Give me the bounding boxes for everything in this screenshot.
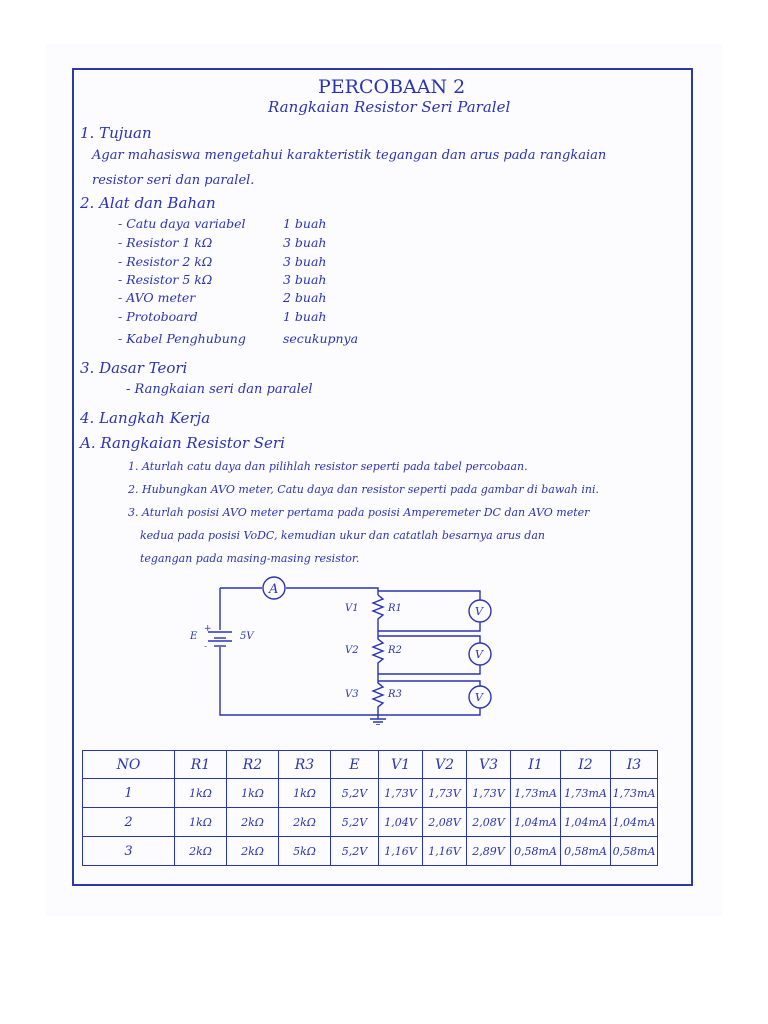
table-cell: 1kΩ: [175, 779, 227, 808]
item-name: - Resistor 5 kΩ: [118, 272, 213, 287]
table-cell: 5,2V: [331, 837, 379, 866]
voltmeter-label-1: V: [475, 605, 483, 618]
r2-label: R2: [388, 645, 402, 656]
step-2: 2. Hubungkan AVO meter, Catu daya dan resistor seperti pada gambar di bawah ini.: [128, 483, 600, 496]
page-title: PERCOBAAN 2: [318, 76, 466, 98]
item-qty: 1 buah: [283, 309, 327, 324]
source-label: E: [190, 631, 198, 642]
v2-label: V2: [345, 645, 359, 656]
table-cell: 0,58mA: [561, 837, 611, 866]
table-cell: 2,89V: [467, 837, 511, 866]
table-cell: 2kΩ: [279, 808, 331, 837]
table-row: [83, 779, 658, 808]
table-cell: 5,2V: [331, 779, 379, 808]
results-table: [82, 750, 658, 866]
header-cell: R2: [227, 751, 279, 779]
item-name: - Resistor 2 kΩ: [118, 254, 213, 269]
ammeter-label: A: [269, 582, 279, 597]
table-cell: 1,73mA: [511, 779, 561, 808]
header-cell: I1: [511, 751, 561, 779]
wire-top: [220, 588, 378, 595]
table-cell: 5kΩ: [279, 837, 331, 866]
table-row: [83, 808, 658, 837]
voltmeter-label-2: V: [475, 648, 483, 661]
table-cell: 1,73V: [379, 779, 423, 808]
table-cell: 1,04V: [379, 808, 423, 837]
table-cell: 1,04mA: [511, 808, 561, 837]
table-cell: 1,73V: [423, 779, 467, 808]
table-cell: 1kΩ: [279, 779, 331, 808]
langkah-subheading: A. Rangkaian Resistor Seri: [80, 434, 285, 452]
step-1: 1. Aturlah catu daya dan pilihlah resistor seperti pada tabel percobaan.: [128, 460, 528, 473]
table-cell: 2kΩ: [175, 837, 227, 866]
item-qty: 2 buah: [283, 290, 327, 305]
item-qty: secukupnya: [283, 331, 359, 346]
table-cell: 1,04mA: [611, 808, 658, 837]
table-cell: 1kΩ: [227, 779, 279, 808]
item-qty: 1 buah: [283, 216, 327, 231]
table-cell: 5,2V: [331, 808, 379, 837]
table-cell: 1: [83, 779, 175, 808]
header-cell: R3: [279, 751, 331, 779]
resistor-r1: [373, 595, 383, 633]
table-cell: 1,73mA: [561, 779, 611, 808]
header-cell: NO: [83, 751, 175, 779]
header-cell: E: [331, 751, 379, 779]
dasar-heading: 3. Dasar Teori: [80, 359, 188, 377]
table-cell: 2,08V: [467, 808, 511, 837]
battery-plus: +: [204, 624, 212, 634]
tujuan-heading: 1. Tujuan: [80, 124, 152, 142]
item-qty: 3 buah: [283, 272, 327, 287]
r1-label: R1: [388, 603, 402, 614]
table-cell: 2kΩ: [227, 837, 279, 866]
alat-heading: 2. Alat dan Bahan: [80, 194, 216, 212]
table-cell: 1,16V: [423, 837, 467, 866]
table-cell: 0,58mA: [511, 837, 561, 866]
item-qty: 3 buah: [283, 254, 327, 269]
header-cell: V1: [379, 751, 423, 779]
table-cell: 1,16V: [379, 837, 423, 866]
step-3-line2: kedua pada posisi VoDC, kemudian ukur dan catatlah besarnya arus dan: [140, 529, 545, 542]
step-3-line3: tegangan pada masing-masing resistor.: [140, 552, 360, 565]
battery-minus: -: [204, 642, 208, 652]
r3-label: R3: [388, 689, 402, 700]
table-cell: 1,04mA: [561, 808, 611, 837]
header-cell: V2: [423, 751, 467, 779]
table-cell: 1,73V: [467, 779, 511, 808]
source-value: 5V: [240, 631, 254, 642]
step-3-line1: 3. Aturlah posisi AVO meter pertama pada posisi Amperemeter DC dan AVO meter: [128, 506, 590, 519]
tujuan-text-line2: resistor seri dan paralel.: [92, 173, 255, 188]
header-cell: V3: [467, 751, 511, 779]
ground-symbol: [370, 715, 386, 725]
tujuan-text-line1: Agar mahasiswa mengetahui karakteristik tegangan dan arus pada rangkaian: [92, 148, 607, 163]
v3-label: V3: [345, 689, 359, 700]
table-cell: 3: [83, 837, 175, 866]
resistor-r2: [373, 633, 383, 679]
item-qty: 3 buah: [283, 235, 327, 250]
table-cell: 2kΩ: [227, 808, 279, 837]
v1-label: V1: [345, 603, 359, 614]
table-row: [83, 837, 658, 866]
langkah-heading: 4. Langkah Kerja: [80, 409, 211, 427]
page-subtitle: Rangkaian Resistor Seri Paralel: [268, 98, 511, 116]
dasar-item: - Rangkaian seri dan paralel: [126, 382, 313, 397]
item-name: - Catu daya variabel: [118, 216, 246, 231]
header-cell: I2: [561, 751, 611, 779]
voltmeter-label-3: V: [475, 691, 483, 704]
table-cell: 1,73mA: [611, 779, 658, 808]
item-name: - AVO meter: [118, 290, 196, 305]
resistor-r3: [373, 679, 383, 715]
circuit-diagram: [180, 575, 510, 725]
table-cell: 0,58mA: [611, 837, 658, 866]
item-name: - Protoboard: [118, 309, 198, 324]
item-name: - Resistor 1 kΩ: [118, 235, 213, 250]
table-cell: 2: [83, 808, 175, 837]
header-cell: R1: [175, 751, 227, 779]
table-cell: 2,08V: [423, 808, 467, 837]
table-header-row: [83, 751, 658, 779]
header-cell: I3: [611, 751, 658, 779]
table-cell: 1kΩ: [175, 808, 227, 837]
item-name: - Kabel Penghubung: [118, 331, 246, 346]
